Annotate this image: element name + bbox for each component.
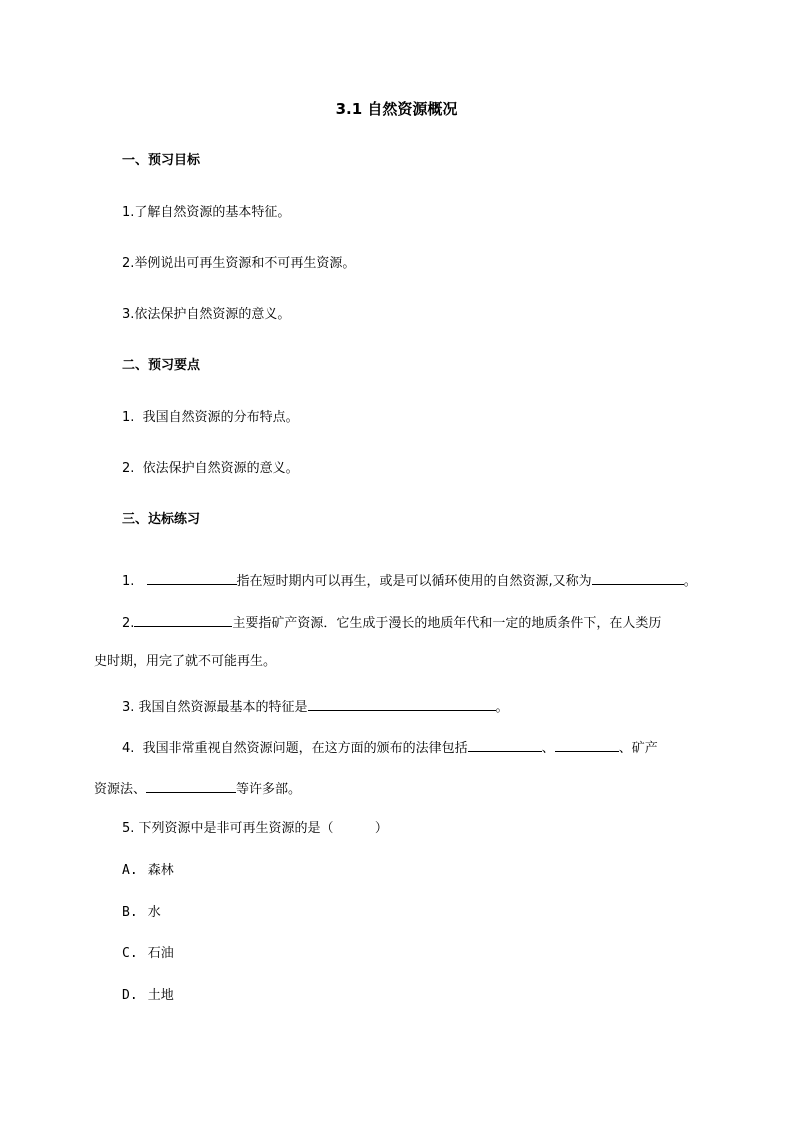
point-item-1: 1. 我国自然资源的分布特点。 [122,410,299,425]
option-a[interactable] [122,862,174,880]
question-2-continuation: 史时期，用完了就不可能再生。 [94,654,277,669]
question-4-continuation [94,778,301,799]
option-letter: A. [122,863,138,878]
answer-blank[interactable] [221,570,237,585]
question-end: 。 [683,574,697,589]
question-1 [122,570,697,591]
option-text: 石油 [147,946,174,961]
option-b[interactable] [122,904,161,922]
option-letter: B. [122,905,138,920]
page-title: 3.1 自然资源概况 [335,100,458,118]
section-heading-preview-points: 二、预习要点 [122,358,201,373]
question-4 [122,737,658,758]
option-text: 土地 [147,988,174,1003]
section-heading-exercises: 三、达标练习 [122,512,201,527]
answer-blank[interactable] [555,737,619,752]
option-d[interactable] [122,987,174,1005]
option-letter: C. [122,946,138,961]
goal-item-3: 3.依法保护自然资源的意义。 [122,307,291,322]
answer-blank[interactable] [468,737,542,752]
option-letter: D. [122,988,138,1003]
answer-blank[interactable] [308,696,496,711]
point-item-2: 2. 依法保护自然资源的意义。 [122,461,299,476]
answer-blank[interactable] [134,612,232,627]
answer-blank[interactable] [592,570,684,585]
question-text: 3. 我国自然资源最基本的特征是 [122,700,308,715]
question-text: 指在短时期内可以再生，或是可以循环使用的自然资源,又称为 [236,574,592,589]
answer-blank[interactable] [147,570,221,585]
question-number: 1. [122,574,135,589]
question-text: 4. 我国非常重视自然资源问题，在这方面的颁布的法律包括 [122,741,468,756]
separator: 、 [541,741,555,756]
section-heading-preview-goals: 一、预习目标 [122,153,201,168]
goal-item-2: 2.举例说出可再生资源和不可再生资源。 [122,256,356,271]
question-number: 2. [122,616,135,631]
question-text: 资源法、 [94,782,147,797]
option-text: 森林 [147,863,174,878]
question-end: 。 [495,700,509,715]
question-2 [122,612,661,633]
answer-blank[interactable] [146,778,236,793]
goal-item-1: 1.了解自然资源的基本特征。 [122,205,291,220]
question-text: 主要指矿产资源．它生成于漫长的地质年代和一定的地质条件下，在人类历 [232,616,662,631]
question-text: 等许多部。 [236,782,302,797]
question-3 [122,696,509,717]
option-text: 水 [147,905,161,920]
separator: 、矿产 [618,741,658,756]
option-c[interactable] [122,945,174,963]
question-5: 5. 下列资源中是非可再生资源的是（ ） [122,821,388,836]
